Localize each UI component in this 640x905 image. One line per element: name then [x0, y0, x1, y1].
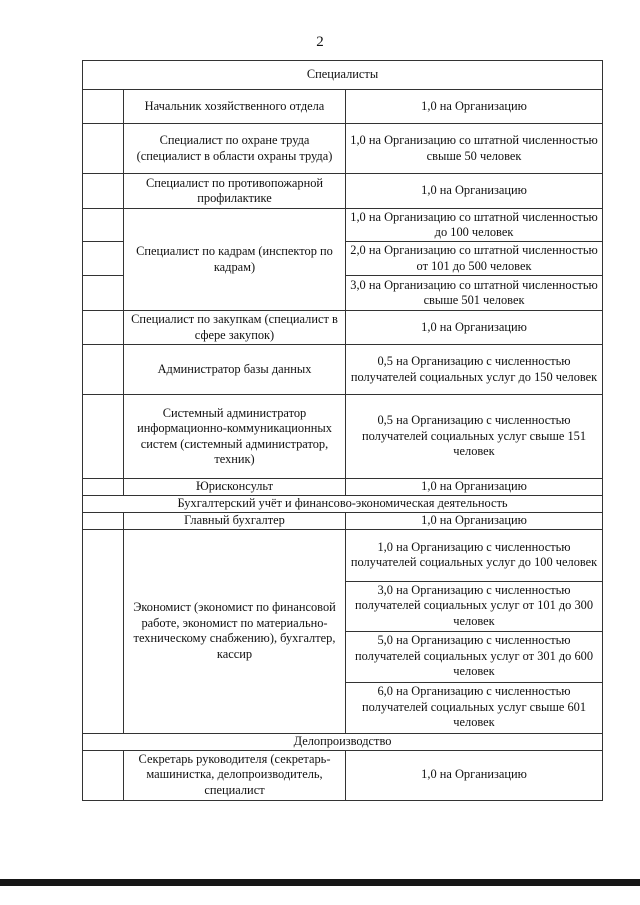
norm-cell: 2,0 на Организацию со штатной численностью от 101 до 500 человек: [346, 242, 603, 276]
norm-cell: 0,5 на Организацию с численностью получателей социальных услуг свыше 151 человек: [346, 395, 603, 479]
table-row: [83, 513, 603, 530]
number-cell: [83, 209, 124, 242]
norm-cell: 1,0 на Организацию: [346, 174, 603, 209]
table-row: [83, 174, 603, 209]
page-number: 2: [316, 34, 324, 50]
table-row: [83, 311, 603, 345]
number-cell: [83, 276, 124, 311]
number-cell: [83, 311, 124, 345]
number-cell: [83, 750, 124, 800]
norm-cell: 1,0 на Организацию со штатной численностью свыше 50 человек: [346, 124, 603, 174]
position-cell: Системный администратор информационно-коммуникационных систем (системный администратор, техник): [124, 395, 346, 479]
norm-cell: 3,0 на Организацию с численностью получателей социальных услуг от 101 до 300 человек: [346, 581, 603, 631]
norm-cell: 1,0 на Организацию: [346, 311, 603, 345]
table-row: [83, 750, 603, 800]
norm-cell: 5,0 на Организацию с численностью получателей социальных услуг от 301 до 600 человек: [346, 631, 603, 682]
table-row: [83, 90, 603, 124]
norm-cell: 1,0 на Организацию с численностью получателей социальных услуг до 100 человек: [346, 529, 603, 581]
position-cell: Главный бухгалтер: [124, 513, 346, 530]
position-cell: Специалист по закупкам (специалист в сфере закупок): [124, 311, 346, 345]
number-cell: [83, 395, 124, 479]
norm-cell: 3,0 на Организацию со штатной численностью свыше 501 человек: [346, 276, 603, 311]
section-row-records: [83, 733, 603, 750]
norm-cell: 1,0 на Организацию: [346, 750, 603, 800]
norm-cell: 6,0 на Организацию с численностью получателей социальных услуг свыше 601 человек: [346, 682, 603, 733]
number-cell: [83, 124, 124, 174]
position-cell: Специалист по кадрам (инспектор по кадрам): [124, 209, 346, 311]
number-cell: [83, 513, 124, 530]
number-cell: [83, 345, 124, 395]
position-cell: Специалист по охране труда (специалист в области охраны труда): [124, 124, 346, 174]
number-cell: [83, 529, 124, 733]
table-row: [83, 479, 603, 496]
position-cell: Администратор базы данных: [124, 345, 346, 395]
number-cell: [83, 90, 124, 124]
number-cell: [83, 479, 124, 496]
position-cell: Начальник хозяйственного отдела: [124, 90, 346, 124]
table-row: [83, 395, 603, 479]
section-header-accounting: Бухгалтерский учёт и финансово-экономическая деятельность: [83, 496, 603, 513]
table-row: [83, 529, 603, 581]
position-cell: Юрисконсульт: [124, 479, 346, 496]
table-row: [83, 345, 603, 395]
norm-cell: 1,0 на Организацию: [346, 513, 603, 530]
scan-edge-bar: [0, 879, 640, 886]
norm-cell: 1,0 на Организацию: [346, 90, 603, 124]
section-header-records: Делопроизводство: [83, 733, 603, 750]
section-row-specialists: [83, 61, 603, 90]
norm-cell: 1,0 на Организацию со штатной численностью до 100 человек: [346, 209, 603, 242]
staffing-table: [82, 60, 603, 801]
number-cell: [83, 242, 124, 276]
number-cell: [83, 174, 124, 209]
position-cell: Секретарь руководителя (секретарь-машинистка, делопроизводитель, специалист: [124, 750, 346, 800]
norm-cell: 1,0 на Организацию: [346, 479, 603, 496]
norm-cell: 0,5 на Организацию с численностью получателей социальных услуг до 150 человек: [346, 345, 603, 395]
position-cell: Специалист по противопожарной профилактике: [124, 174, 346, 209]
section-header-specialists: Специалисты: [83, 61, 603, 90]
section-row-accounting: [83, 496, 603, 513]
table-row: [83, 124, 603, 174]
position-cell: Экономист (экономист по финансовой работе, экономист по материально-техническому снабжению), бухгалтер, кассир: [124, 529, 346, 733]
table-row: [83, 209, 603, 242]
